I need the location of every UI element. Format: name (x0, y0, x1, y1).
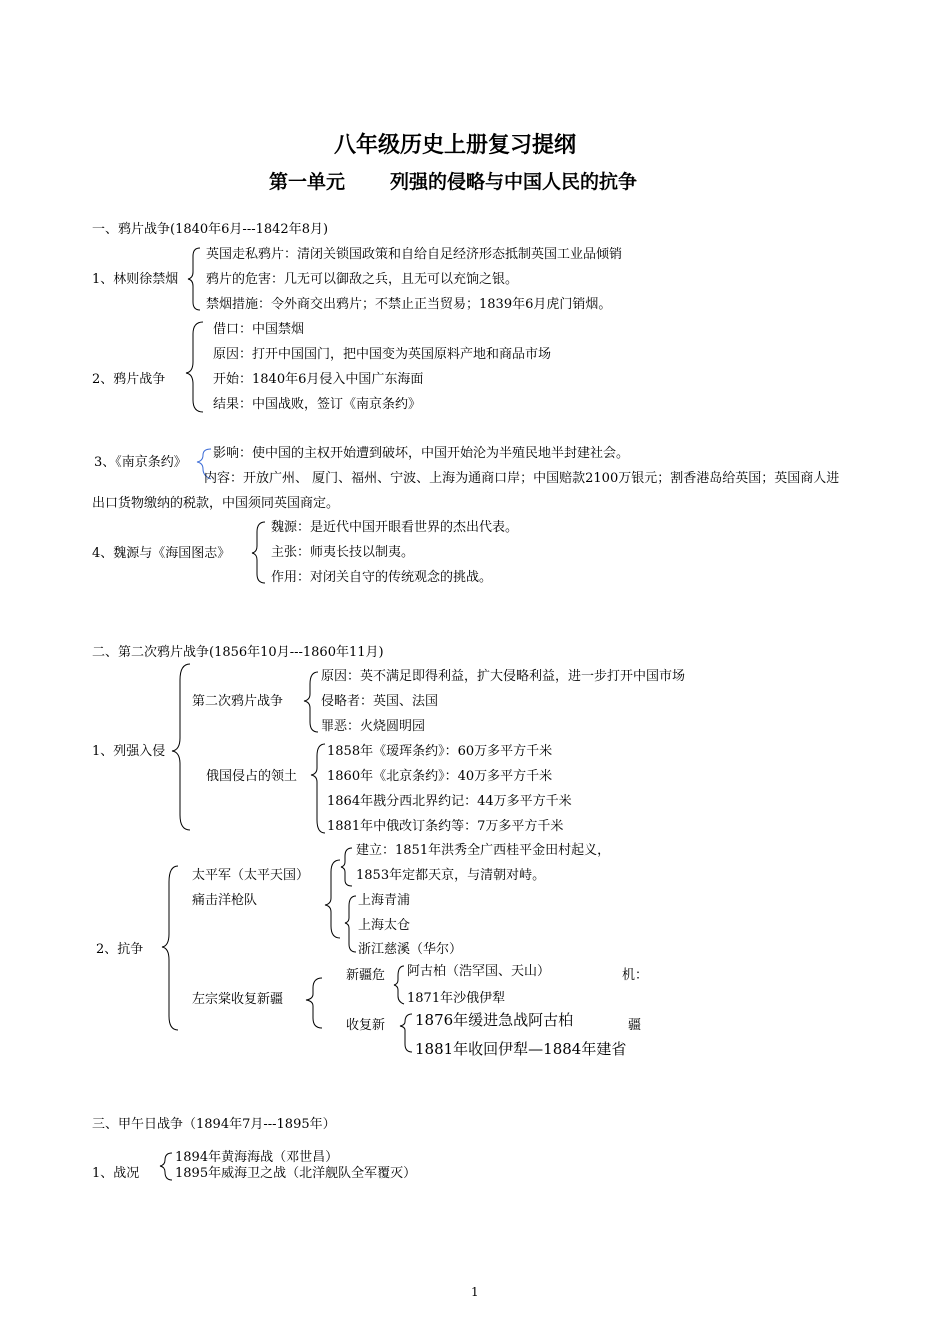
nanjing-treaty-label: 3、《南京条约》 (94, 455, 187, 470)
xinjiang-recover-item: 1881年收回伊犁—1884年建省 (415, 1040, 627, 1058)
battle-item: 1895年威海卫之战（北洋舰队全军覆灭） (175, 1166, 417, 1181)
xinjiang-recover-label: 收复新 (346, 1018, 386, 1033)
opium-war-item: 借口：中国禁烟 (213, 322, 305, 337)
xinjiang-crisis-label: 新疆危 (346, 968, 386, 983)
taiping-item: 上海青浦 (358, 893, 411, 908)
weiyuan-item: 魏源：是近代中国开眼看世界的杰出代表。 (271, 520, 519, 535)
second-war-item: 侵略者：英国、法国 (321, 694, 439, 709)
nanjing-treaty-effect: 影响：使中国的主权开始遭到破坏，中国开始沦为半殖民地半封建社会。 (213, 446, 630, 461)
xinjiang-crisis-item: 1871年沙俄伊犁 (407, 991, 506, 1006)
bracket-crisis (394, 966, 404, 1004)
xinjiang-recover-item: 1876年缓进急战阿古柏 (415, 1011, 574, 1029)
bracket-invasion (172, 664, 190, 830)
russia-label: 俄国侵占的领土 (206, 769, 298, 784)
unit-label: 第一单元 (269, 171, 346, 193)
lin-zexu-item: 鸦片的危害：几无可以御敌之兵，且无可以充饷之银。 (206, 272, 519, 287)
bracket-battles (160, 1153, 172, 1180)
bracket-weiyuan (252, 522, 265, 583)
taiping-item: 1853年定都天京，与清朝对峙。 (356, 868, 546, 883)
opium-war-item: 开始：1840年6月侵入中国广东海面 (213, 372, 424, 387)
document-title: 八年级历史上册复习提纲 (334, 132, 577, 158)
zuo-label: 左宗棠收复新疆 (192, 992, 284, 1007)
opium-war-item: 结果：中国战败，签订《南京条约》 (213, 397, 422, 412)
unit-name: 列强的侵略与中国人民的抗争 (390, 171, 638, 193)
taiping-label: 太平军（太平天国） (192, 868, 310, 883)
battles-label: 1、战况 (92, 1166, 140, 1181)
resistance-label: 2、抗争 (96, 942, 144, 957)
bracket-taiping-bottom (345, 896, 356, 952)
taiping-item: 建立：1851年洪秀全广西桂平金田村起义， (356, 843, 611, 858)
bracket-second-war (304, 672, 318, 732)
nanjing-treaty-content-cont: 出口货物缴纳的税款，中国须同英国商定。 (92, 496, 340, 511)
lin-zexu-label: 1、林则徐禁烟 (92, 272, 179, 287)
xinjiang-crisis-item: 阿古柏（浩罕国、天山） (407, 964, 551, 979)
bracket-lin-zexu (188, 248, 200, 310)
weiyuan-item: 主张：师夷长技以制夷。 (271, 545, 415, 560)
bracket-taiping (325, 860, 340, 938)
nanjing-treaty-content: 内容：开放广州、 厦门、福州、宁波、上海为通商口岸；中国赔款2100万银元；割香港岛给英国；英国商人进 (204, 471, 840, 486)
weiyuan-item: 作用：对闭关自守的传统观念的挑战。 (271, 570, 493, 585)
page-number: 1 (471, 1285, 479, 1299)
weiyuan-label: 4、魏源与《海国图志》 (92, 546, 231, 561)
second-war-label: 第二次鸦片战争 (192, 694, 284, 709)
taiping-item: 上海太仓 (358, 918, 411, 933)
opium-war-label: 2、鸦片战争 (92, 372, 166, 387)
taiping-label-2: 痛击洋枪队 (192, 893, 258, 908)
taiping-item: 浙江慈溪（华尔） (358, 942, 463, 957)
second-war-item: 原因：英不满足即得利益，扩大侵略利益，进一步打开中国市场 (321, 669, 686, 684)
section-1-heading: 一、鸦片战争(1840年6月---1842年8月) (92, 222, 329, 237)
bracket-resistance (162, 866, 178, 1030)
xinjiang-recover-side: 疆 (628, 1018, 642, 1033)
opium-war-item: 原因：打开中国国门，把中国变为英国原料产地和商品市场 (213, 347, 552, 362)
bracket-russia (311, 744, 325, 833)
xinjiang-crisis-side: 机： (622, 968, 649, 983)
battle-item: 1894年黄海海战（邓世昌） (175, 1150, 339, 1165)
invasion-label: 1、列强入侵 (92, 744, 166, 759)
second-war-item: 罪恶：火烧圆明园 (321, 719, 426, 734)
russia-item: 1858年《瑷珲条约》：60万多平方千米 (327, 744, 553, 759)
bracket-zuo (306, 978, 322, 1028)
bracket-recover (400, 1014, 412, 1052)
section-2-heading: 二、第二次鸦片战争(1856年10月---1860年11月) (92, 645, 384, 660)
russia-item: 1860年《北京条约》：40万多平方千米 (327, 769, 553, 784)
bracket-opium-war (186, 322, 203, 412)
lin-zexu-item: 禁烟措施：令外商交出鸦片；不禁止正当贸易；1839年6月虎门销烟。 (206, 297, 612, 312)
section-3-heading: 三、甲午日战争（1894年7月---1895年） (92, 1117, 336, 1132)
russia-item: 1864年戡分西北界约记：44万多平方千米 (327, 794, 572, 809)
bracket-taiping-top (341, 848, 352, 886)
russia-item: 1881年中俄改订条约等：7万多平方千米 (327, 819, 564, 834)
lin-zexu-item: 英国走私鸦片：清闭关锁国政策和自给自足经济形态抵制英国工业品倾销 (206, 247, 623, 262)
